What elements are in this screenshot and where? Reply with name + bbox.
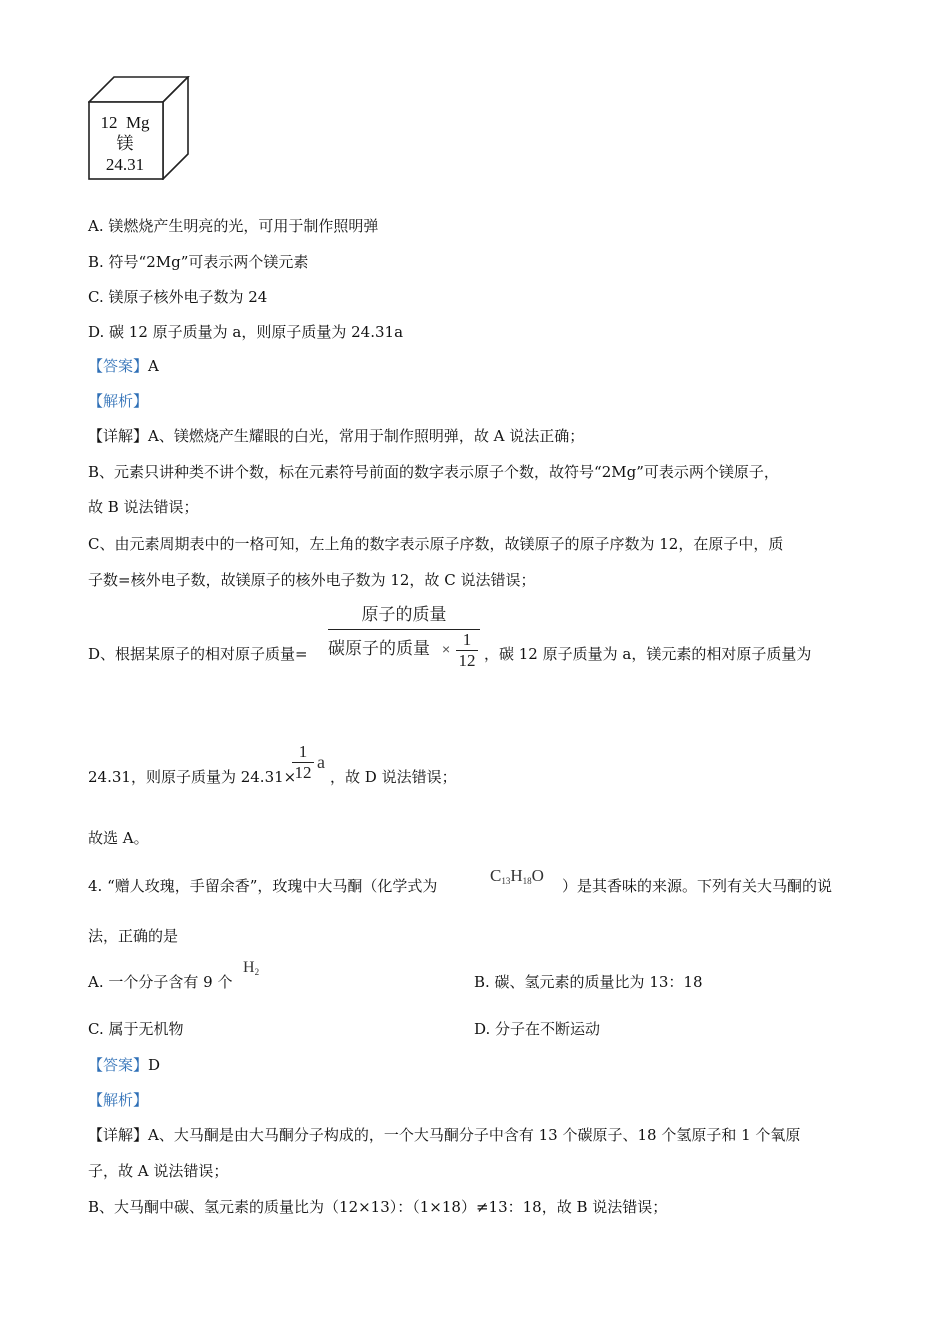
q3-conclusion: 故选 A。 [88, 829, 149, 847]
q3-detail-d2-pre: 24.31，则原子质量为 24.31× [88, 768, 297, 786]
q3-option-d: D. 碳 12 原子质量为 a，则原子质量为 24.31a [88, 323, 404, 341]
q4-option-d: D. 分子在不断运动 [474, 1020, 601, 1038]
q3-detail-d1-post: ，碳 12 原子质量为 a，镁元素的相对原子质量为 [484, 645, 812, 663]
q3-detail-b2: 故 B 说法错误； [88, 498, 199, 516]
relative-mass-fraction [328, 604, 480, 680]
mass-a-symbol: a [317, 752, 325, 772]
q3-detail-c2: 子数=核外电子数，故镁原子的核外电子数为 12，故 C 说法错误； [88, 571, 536, 589]
answer-tag: 【答案】 [88, 357, 149, 375]
q4-stem-line1-pre: 4. “赠人玫瑰，手留余香”，玫瑰中大马酮（化学式为 [88, 877, 438, 895]
one-twelfth-fraction [292, 742, 314, 783]
small-fraction-num: 1 [462, 630, 472, 649]
formula-carbon-count: 13 [501, 876, 511, 886]
q4-stem-line2: 法，正确的是 [88, 927, 179, 945]
formula-hydrogen-count: 18 [522, 876, 532, 886]
q4-option-a [88, 972, 232, 992]
q3-analysis-tag: 【解析】 [88, 392, 149, 410]
element-mass: 24.31 [105, 155, 145, 174]
q4-option-a-text: A. 一个分子含有 9 个 [88, 973, 233, 991]
element-name: 镁 [116, 134, 134, 153]
fraction-one: 1 [298, 742, 308, 761]
element-card-text [90, 112, 160, 175]
q3-detail-b1: B、元素只讲种类不讲个数，标在元素符号前面的数字表示原子个数，故符号“2Mg”可表示两个镁原子， [88, 463, 779, 481]
q3-detail-d2-post: ，故 D 说法错误； [330, 768, 457, 786]
q3-option-a: A. 镁燃烧产生明亮的光，可用于制作照明弹 [88, 217, 379, 235]
fraction-denominator: 碳原子的质量 [328, 639, 430, 658]
damascenone-formula [490, 866, 544, 891]
hydrogen-molecule-formula [243, 958, 259, 982]
q3-answer-line [88, 356, 159, 376]
q4-option-b: B. 碳、氢元素的质量比为 13：18 [474, 973, 703, 991]
answer-value: A [148, 357, 159, 375]
q4-detail-a1: 【详解】A、大马酮是由大马酮分子构成的，一个大马酮分子中含有 13 个碳原子、18 个氢原子和 1 个氧原 [88, 1126, 801, 1144]
small-fraction [456, 630, 478, 671]
formula-carbon: C [490, 866, 502, 885]
fraction-numerator: 原子的质量 [361, 605, 447, 624]
h2-symbol: H [243, 959, 255, 976]
q3-detail-c1: C、由元素周期表中的一格可知，左上角的数字表示原子序数，故镁原子的原子序数为 12，在原子中，质 [88, 535, 784, 553]
q4-detail-a2: 子，故 A 说法错误； [88, 1162, 229, 1180]
q3-option-b: B. 符号“2Mg”可表示两个镁元素 [88, 253, 309, 271]
formula-oxygen: O [531, 866, 544, 885]
times-sign: × [442, 641, 451, 657]
fraction-twelve: 12 [294, 763, 312, 782]
q4-stem-line1-post: ）是其香味的来源。下列有关大马酮的说 [562, 877, 833, 895]
q3-detail-d1-pre: D、根据某原子的相对原子质量= [88, 645, 308, 663]
element-number-symbol: 12 Mg [100, 113, 150, 132]
q3-detail-a: 【详解】A、镁燃烧产生耀眼的白光，常用于制作照明弹，故 A 说法正确； [88, 427, 585, 445]
answer-value: D [148, 1056, 161, 1074]
formula-hydrogen: H [510, 866, 523, 885]
answer-tag: 【答案】 [88, 1056, 149, 1074]
q4-answer-line [88, 1055, 160, 1075]
h2-subscript: 2 [254, 967, 260, 977]
small-fraction-den: 12 [458, 651, 476, 670]
q4-detail-b: B、大马酮中碳、氢元素的质量比为（12×13）：（1×18）≠13：18，故 B 说法错误； [88, 1198, 668, 1216]
q4-option-c: C. 属于无机物 [88, 1020, 184, 1038]
q3-option-c: C. 镁原子核外电子数为 24 [88, 288, 268, 306]
q4-analysis-tag: 【解析】 [88, 1091, 149, 1109]
